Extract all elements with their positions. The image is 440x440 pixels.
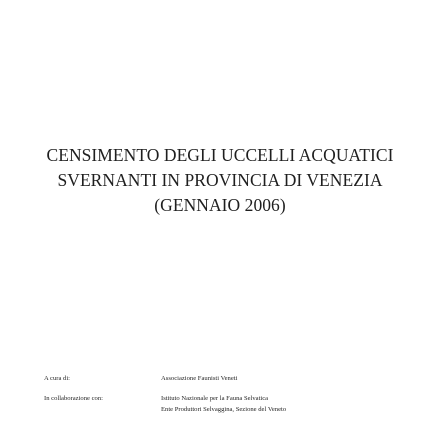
collaboration-value-1: Istituto Nazionale per la Fauna Selvatica xyxy=(161,395,269,402)
edited-by-value: Associazione Faunisti Veneti xyxy=(161,375,238,382)
document-title xyxy=(0,143,440,218)
title-line-3: (GENNAIO 2006) xyxy=(154,195,286,215)
credits-section xyxy=(44,374,424,413)
edited-by-row xyxy=(44,374,424,383)
collaboration-value-2: Ente Produttori Selvaggina, Sezione del Veneto xyxy=(161,406,287,413)
title-line-2: SVERNANTI IN PROVINCIA DI VENEZIA xyxy=(57,170,383,190)
collaboration-label: In collaborazione con: xyxy=(44,395,103,402)
collaboration-row xyxy=(44,394,424,413)
edited-by-label: A cura di: xyxy=(44,375,71,382)
title-line-1: CENSIMENTO DEGLI UCCELLI ACQUATICI xyxy=(46,145,394,165)
